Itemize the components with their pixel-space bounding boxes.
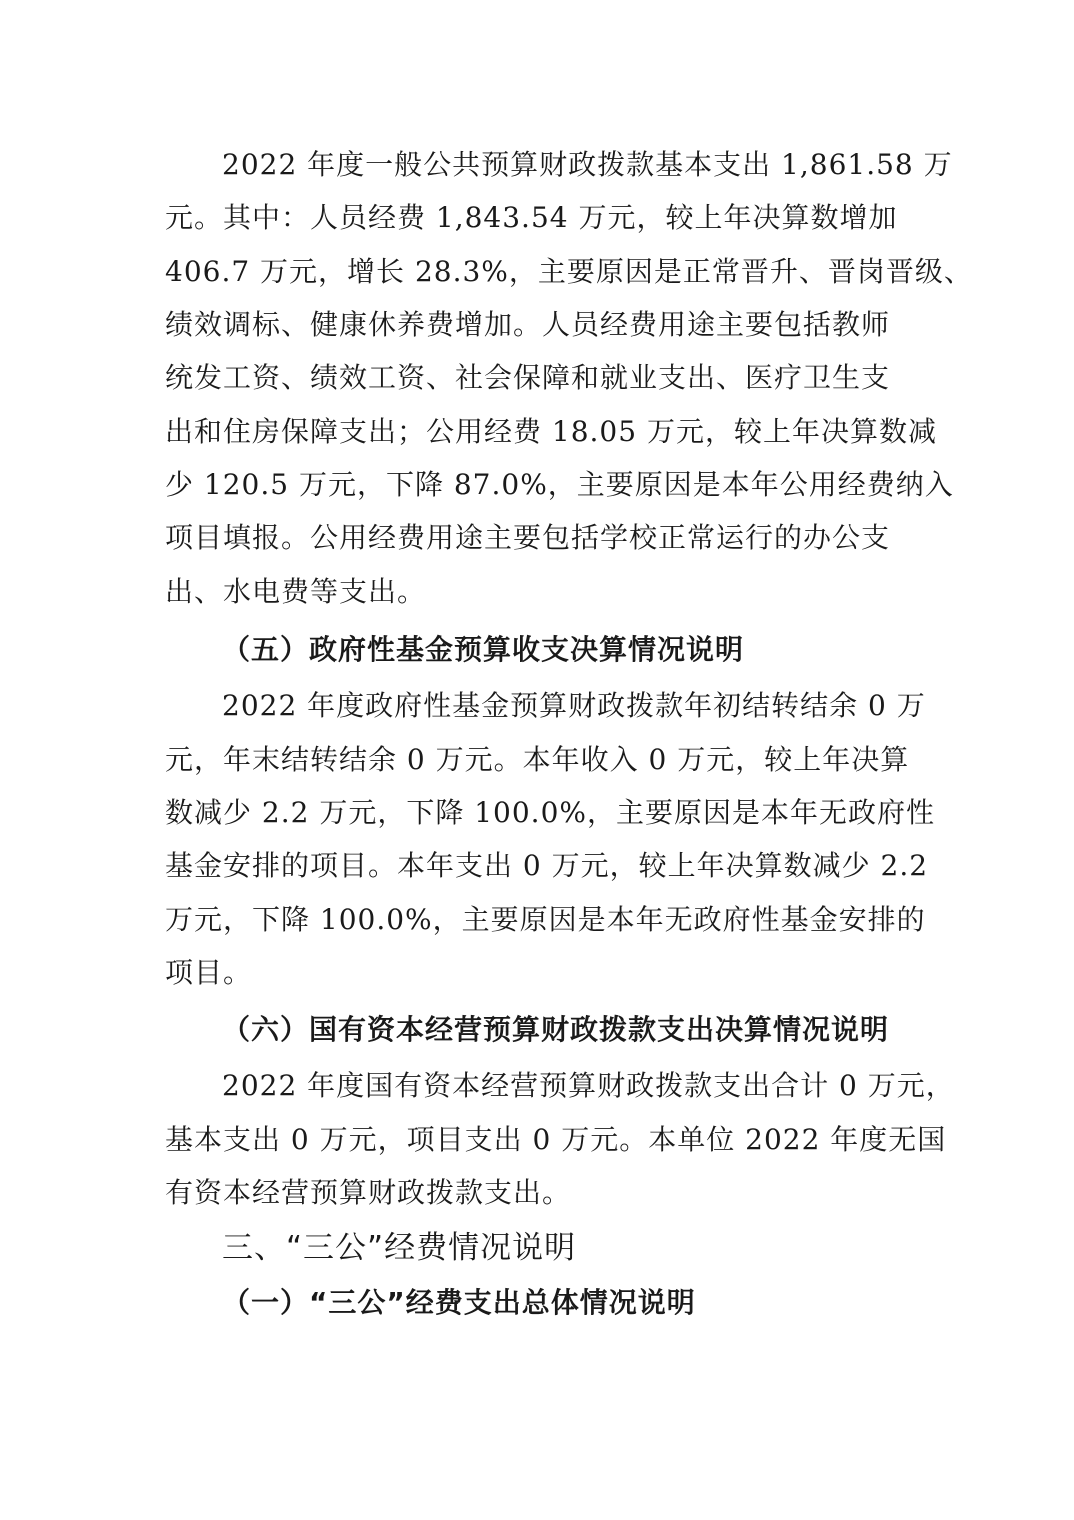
paragraph-line: 元，年末结转结余 0 万元。本年收入 0 万元，较上年决算 xyxy=(165,743,910,776)
paragraph-line: 有资本经营预算财政拨款支出。 xyxy=(165,1176,572,1209)
section-heading-6: （六）国有资本经营预算财政拨款支出决算情况说明 xyxy=(222,1013,890,1046)
section-heading-5: （五）政府性基金预算收支决算情况说明 xyxy=(222,633,745,666)
paragraph-line: 绩效调标、健康休养费增加。人员经费用途主要包括教师 xyxy=(165,308,891,341)
paragraph-line: 少 120.5 万元，下降 87.0%，主要原因是本年公用经费纳入 xyxy=(165,468,954,501)
paragraph-line: 406.7 万元，增长 28.3%，主要原因是正常晋升、晋岗晋级、 xyxy=(165,255,973,288)
paragraph-line: 出和住房保障支出；公用经费 18.05 万元，较上年决算数减 xyxy=(165,415,937,448)
paragraph-line: 项目。 xyxy=(165,956,253,989)
paragraph-line: 2022 年度一般公共预算财政拨款基本支出 1,861.58 万 xyxy=(222,148,953,181)
paragraph-line: 项目填报。公用经费用途主要包括学校正常运行的办公支 xyxy=(165,521,891,554)
paragraph-line: 基金安排的项目。本年支出 0 万元，较上年决算数减少 2.2 xyxy=(165,849,929,882)
paragraph-line: 数减少 2.2 万元，下降 100.0%，主要原因是本年无政府性 xyxy=(165,796,935,829)
paragraph-line: 统发工资、绩效工资、社会保障和就业支出、医疗卫生支 xyxy=(165,361,891,394)
sub-heading-1: （一）“三公”经费支出总体情况说明 xyxy=(222,1286,696,1319)
paragraph-line: 元。其中：人员经费 1,843.54 万元，较上年决算数增加 xyxy=(165,201,898,234)
paragraph-line: 出、水电费等支出。 xyxy=(165,575,427,608)
chapter-heading-3: 三、“三公”经费情况说明 xyxy=(222,1230,577,1266)
paragraph-line: 2022 年度国有资本经营预算财政拨款支出合计 0 万元， xyxy=(222,1069,955,1102)
paragraph-line: 2022 年度政府性基金预算财政拨款年初结转结余 0 万 xyxy=(222,689,926,722)
paragraph-line: 万元，下降 100.0%，主要原因是本年无政府性基金安排的 xyxy=(165,903,926,936)
paragraph-line: 基本支出 0 万元，项目支出 0 万元。本单位 2022 年度无国 xyxy=(165,1123,947,1156)
